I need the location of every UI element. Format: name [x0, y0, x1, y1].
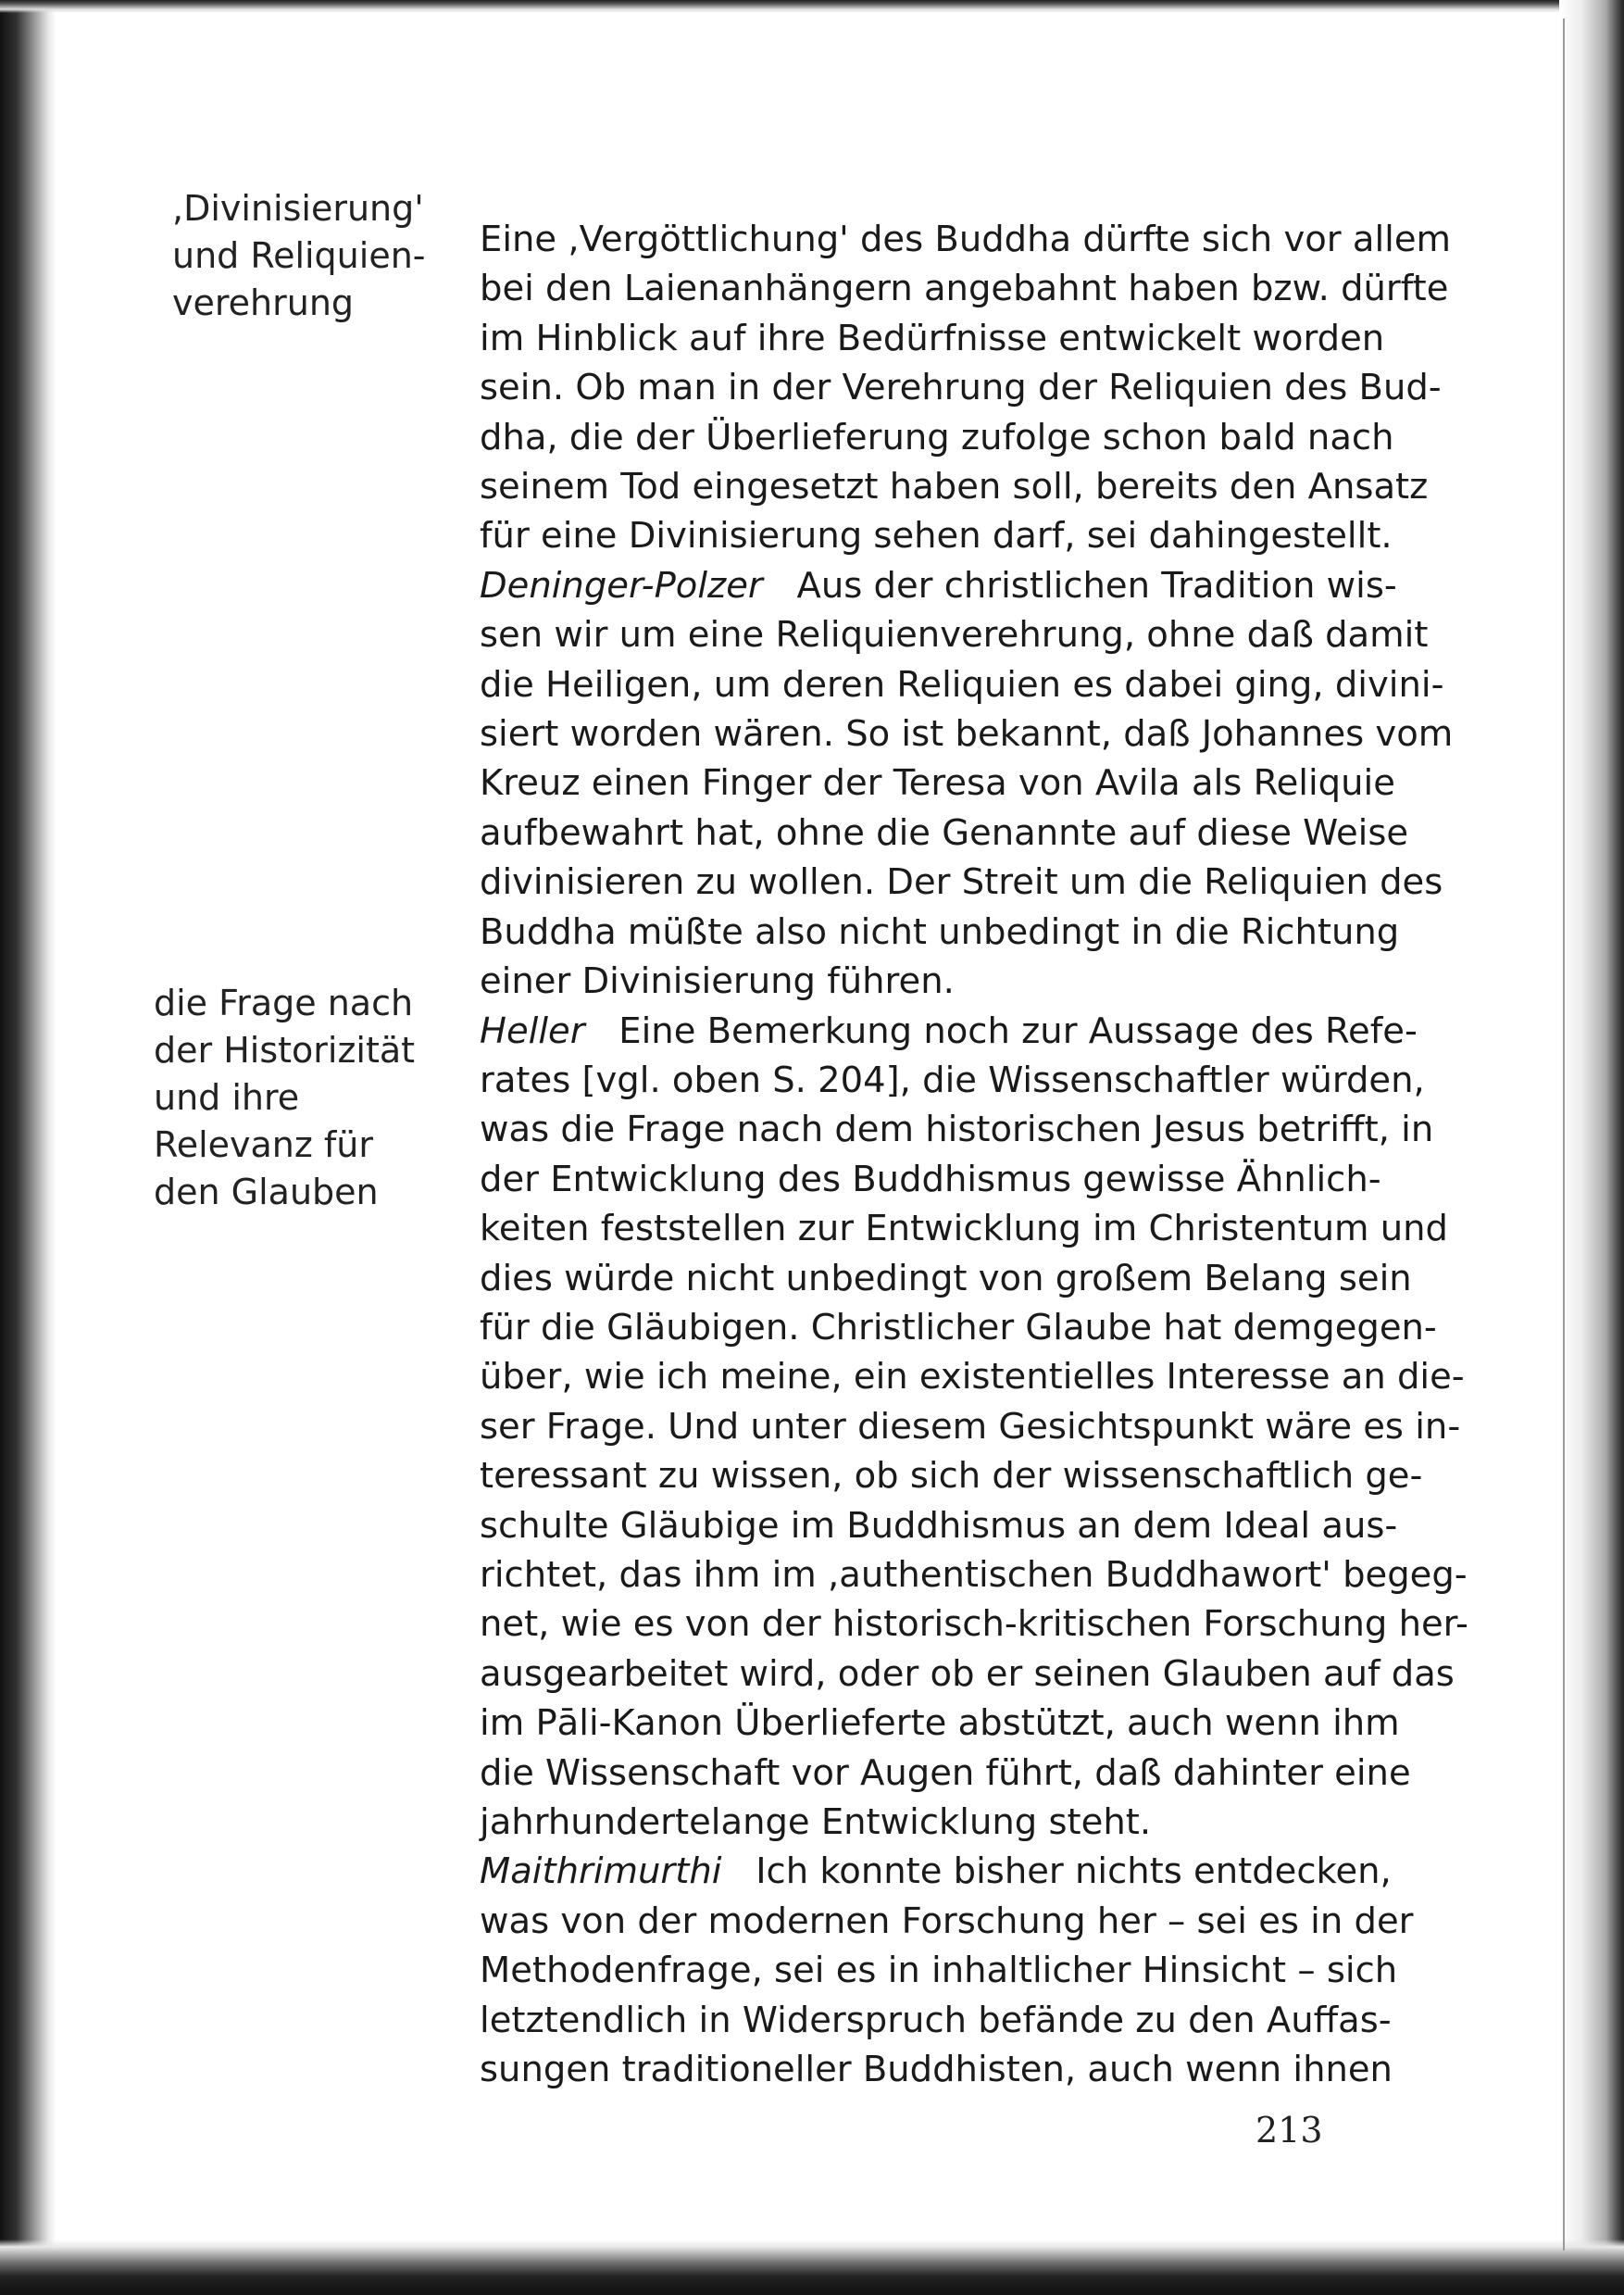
- scan-edge-right: [1559, 0, 1624, 2295]
- text-line: Methodenfrage, sei es in inhaltlicher Hinsicht – sich: [480, 1950, 1398, 1992]
- text-line: was von der modernen Forschung her – sei es in der: [480, 1900, 1414, 1942]
- scan-edge-left: [0, 0, 56, 2295]
- text-line: net, wie es von der historisch-kritischen Forschung her-: [480, 1603, 1468, 1646]
- text-line-with-speaker: [480, 1007, 1418, 1056]
- text-segment: Eine Bemerkung noch zur Aussage des Refe-: [618, 1010, 1418, 1052]
- text-line: sen wir um eine Reliquienverehrung, ohne daß damit: [480, 614, 1429, 657]
- text-line: über, wie ich meine, ein existentielles Interesse an die-: [480, 1356, 1465, 1398]
- text-line-with-speaker: [480, 561, 1397, 610]
- text-segment: Ich konnte bisher nichts entdecken,: [756, 1850, 1392, 1893]
- margin-note-line: verehrung: [172, 282, 355, 323]
- page-edge-line: [1563, 19, 1565, 2251]
- text-line: sungen traditioneller Buddhisten, auch wenn ihnen: [480, 2049, 1393, 2091]
- text-line: bei den Laienanhängern angebahnt haben bzw. dürfte: [480, 268, 1449, 310]
- text-line: der Entwicklung des Buddhismus gewisse Ähnlich-: [480, 1158, 1381, 1200]
- text-line: letztendlich in Widerspruch befände zu den Auffas-: [480, 1999, 1392, 2041]
- margin-note-line: Relevanz für: [154, 1124, 373, 1165]
- main-text-body: [480, 215, 1468, 2094]
- margin-note-line: den Glauben: [154, 1172, 379, 1212]
- text-line: keiten feststellen zur Entwicklung im Christentum und: [480, 1208, 1448, 1250]
- text-line: die Wissenschaft vor Augen führt, daß dahinter eine: [480, 1751, 1411, 1794]
- margin-note-line: die Frage nach: [154, 983, 414, 1023]
- margin-note-line: ,Divinisierung': [172, 188, 424, 229]
- text-line: siert worden wären. So ist bekannt, daß Johannes vom: [480, 713, 1454, 756]
- margin-note-divinisierung: [172, 185, 450, 327]
- text-line: ser Frage. Und unter diesem Gesichtspunkt wäre es in-: [480, 1405, 1461, 1448]
- text-line: sein. Ob man in der Verehrung der Reliquien des Bud-: [480, 367, 1442, 409]
- scan-edge-top: [0, 0, 1624, 13]
- page-number: 213: [1255, 2110, 1323, 2151]
- scan-edge-bottom: [0, 2239, 1624, 2295]
- paragraph: [480, 1007, 1468, 1848]
- paragraph: [480, 561, 1454, 1007]
- text-line: Eine ,Vergöttlichung' des Buddha dürfte sich vor allem: [480, 219, 1452, 260]
- text-line: divinisieren zu wollen. Der Streit um die Reliquien des: [480, 861, 1443, 904]
- text-line: teressant zu wissen, ob sich der wissenschaftlich ge-: [480, 1455, 1423, 1498]
- text-line: seinem Tod eingesetzt haben soll, bereits den Ansatz: [480, 466, 1429, 508]
- text-line: Kreuz einen Finger der Teresa von Avila als Reliquie: [480, 762, 1395, 805]
- text-line: jahrhundertelange Entwicklung steht.: [480, 1801, 1152, 1843]
- margin-note-historizitaet: [154, 980, 431, 1216]
- text-line: was die Frage nach dem historischen Jesus betrifft, in: [480, 1109, 1434, 1151]
- text-line: dha, die der Überlieferung zufolge schon bald nach: [480, 416, 1394, 458]
- text-line: aufbewahrt hat, ohne die Genannte auf diese Weise: [480, 811, 1409, 854]
- text-line: die Heiligen, um deren Reliquien es dabei ging, divini-: [480, 663, 1444, 706]
- text-line: richtet, das ihm im ,authentischen Buddhawort' begeg-: [480, 1553, 1468, 1596]
- speaker-name: Maithrimurthi: [480, 1850, 722, 1893]
- text-line: ausgearbeitet wird, oder ob er seinen Glauben auf das: [480, 1652, 1455, 1695]
- speaker-name: Deninger-Polzer: [480, 564, 763, 607]
- text-line: rates [vgl. oben S. 204], die Wissenschaftler würden,: [480, 1059, 1425, 1101]
- text-line: für die Gläubigen. Christlicher Glaube hat demgegen-: [480, 1306, 1437, 1348]
- text-line: Buddha müßte also nicht unbedingt in die Richtung: [480, 910, 1400, 953]
- margin-note-line: der Historizität: [154, 1030, 416, 1071]
- text-segment: Aus der christlichen Tradition wis-: [796, 564, 1397, 607]
- paragraph: [480, 1847, 1414, 2094]
- speaker-name: Heller: [480, 1010, 585, 1052]
- paragraph: [480, 215, 1452, 561]
- margin-note-line: und Reliquien-: [172, 235, 426, 276]
- margin-note-line: und ihre: [154, 1077, 300, 1118]
- text-line: für eine Divinisierung sehen darf, sei dahingestellt.: [480, 515, 1393, 558]
- text-line: dies würde nicht unbedingt von großem Belang sein: [480, 1257, 1412, 1299]
- text-line: im Pāli-Kanon Überlieferte abstützt, auch wenn ihm: [480, 1702, 1400, 1745]
- text-line: einer Divinisierung führen.: [480, 960, 955, 1003]
- text-line: schulte Gläubige im Buddhismus an dem Ideal aus-: [480, 1504, 1398, 1547]
- text-line-with-speaker: [480, 1847, 1392, 1896]
- text-line: im Hinblick auf ihre Bedürfnisse entwickelt worden: [480, 317, 1385, 359]
